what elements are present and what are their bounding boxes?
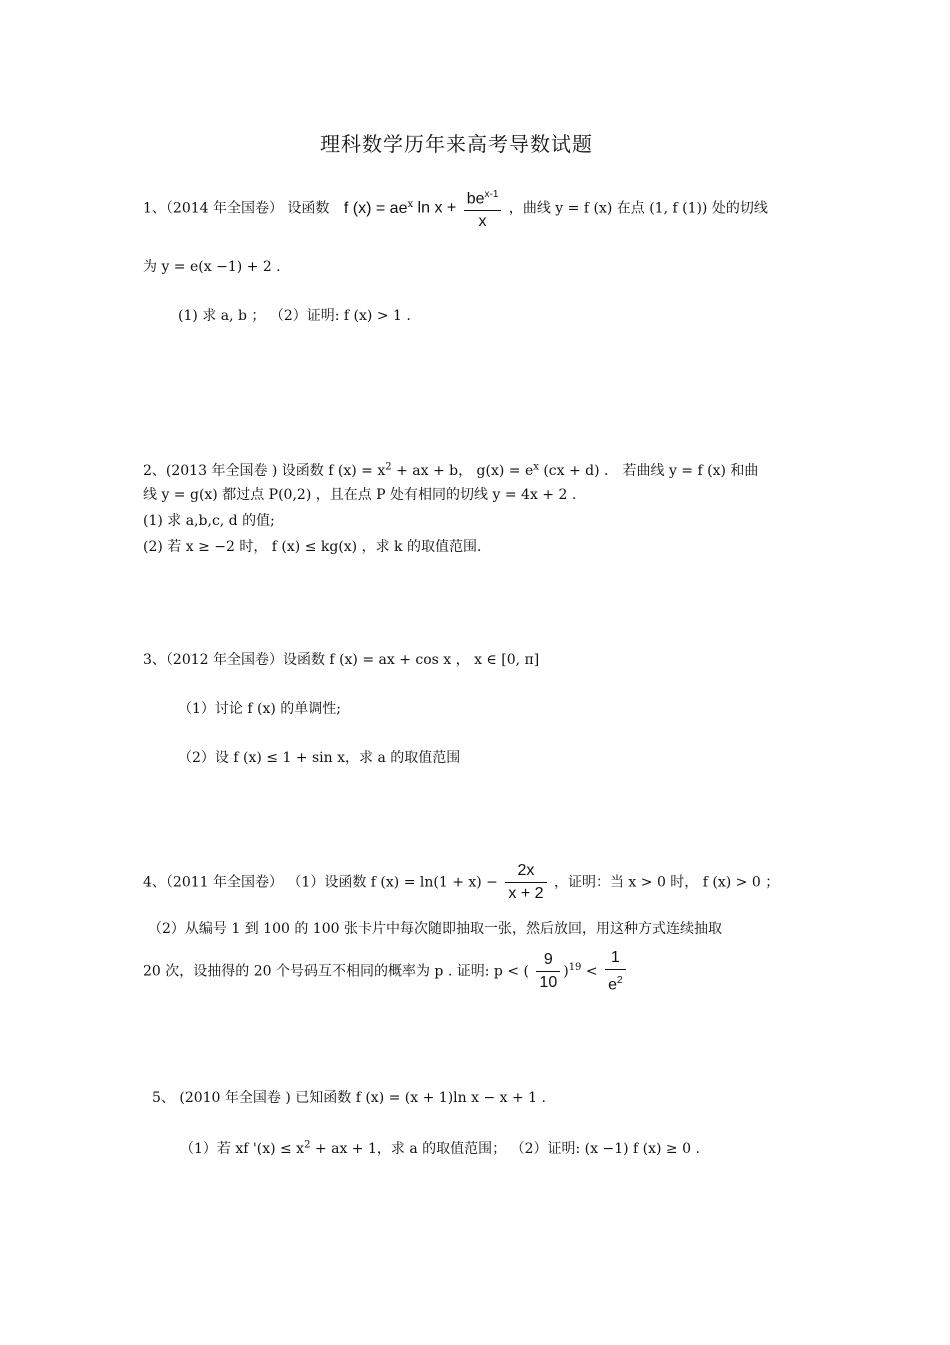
q1-tail: ，曲线 y = f (x) 在点 (1, f (1)) 处的切线 [508, 200, 768, 217]
question-3-line-3: （2）设 f (x) ≤ 1 + sin x，求 a 的取值范围 [178, 750, 461, 766]
question-5-line-2 [180, 1138, 700, 1158]
q1-frac-den: x [478, 213, 487, 231]
question-5-line-1: 5、 (2010 年全国卷 ) 已知函数 f (x) = (x + 1)ln x − x + 1 . [152, 1090, 546, 1106]
q4-frac2-den: 10 [539, 974, 558, 992]
q2-line1-c: (cx + d) ． 若曲线 y = f (x) 和曲 [538, 463, 759, 479]
question-1-line-3: (1) 求 a, b ； （2）证明: f (x) > 1 . [178, 308, 411, 324]
page-title: 理科数学历年来高考导数试题 [320, 132, 593, 156]
question-3-line-1: 3、（2012 年全国卷）设函数 f (x) = ax + cos x ， x ∈ [0, π] [143, 652, 540, 668]
q1-exp-a: x [407, 199, 414, 211]
q1-frac-num: be [466, 190, 485, 208]
q4-frac3-den: e [608, 976, 617, 994]
question-2-line-3: (1) 求 a,b,c, d 的值; [143, 513, 275, 529]
q5-line2-exp: 2 [304, 1139, 311, 1151]
q4-frac1-num: 2x [505, 860, 546, 883]
q2-line1-b: + ax + b， g(x) = e [391, 463, 534, 479]
q1-expr-b: ln x + [413, 199, 457, 217]
q1-fraction [464, 184, 502, 233]
q4-fraction-1 [505, 860, 546, 905]
q1-expr-a: f (x) = ae [343, 199, 408, 217]
question-4-line-3 [143, 947, 629, 996]
question-2-line-1 [143, 460, 758, 480]
q4-line3-exp: 19 [568, 962, 582, 974]
q5-line2-a: （1）若 xf '(x) ≤ x [180, 1141, 305, 1157]
q4-line1-b: ，证明：当 x > 0 时， f (x) > 0 ； [553, 874, 780, 891]
q4-fraction-3 [605, 947, 625, 996]
q4-line3-a: 20 次，设抽得的 20 个号码互不相同的概率为 p . 证明: p < ( [143, 963, 529, 980]
question-2-line-4: (2) 若 x ≥ −2 时， f (x) ≤ kg(x) ，求 k 的取值范围. [143, 539, 482, 555]
q2-line1-a: 2、(2013 年全国卷 ) 设函数 f (x) = x [143, 463, 386, 479]
q4-line3-b: ) [563, 963, 569, 980]
q4-line3-c: < [581, 963, 598, 980]
q2-line1-exp1: 2 [385, 461, 392, 473]
q5-line2-b: + ax + 1，求 a 的取值范围； （2）证明: (x −1) f (x) ≥ 0 . [310, 1141, 700, 1157]
q4-frac1-den: x + 2 [508, 885, 544, 902]
q2-line1-exp2: x [533, 461, 539, 473]
q4-frac2-num: 9 [536, 949, 560, 972]
question-1-line-2: 为 y = e(x −1) + 2 . [143, 259, 281, 275]
question-4-line-1 [143, 860, 779, 905]
q4-frac3-den-exp: 2 [616, 975, 623, 986]
question-4-line-2: （2）从编号 1 到 100 的 100 张卡片中每次随即抽取一张，然后放回，用这种方式连续抽取 [148, 921, 722, 937]
question-2-line-2: 线 y = g(x) 都过点 P(0,2) ，且在点 P 处有相同的切线 y = 4x + 2 . [143, 487, 577, 503]
q4-fraction-2 [536, 949, 560, 994]
q4-frac3-num: 1 [605, 947, 625, 970]
question-3-line-2: （1）讨论 f (x) 的单调性; [178, 701, 341, 717]
q1-frac-num-exp: x-1 [484, 189, 499, 200]
q1-lead: 1、（2014 年全国卷） 设函数 [143, 200, 330, 217]
q4-line1-a: 4、（2011 年全国卷） （1）设函数 f (x) = ln(1 + x) − [143, 874, 498, 891]
question-1-line-1 [143, 184, 768, 233]
